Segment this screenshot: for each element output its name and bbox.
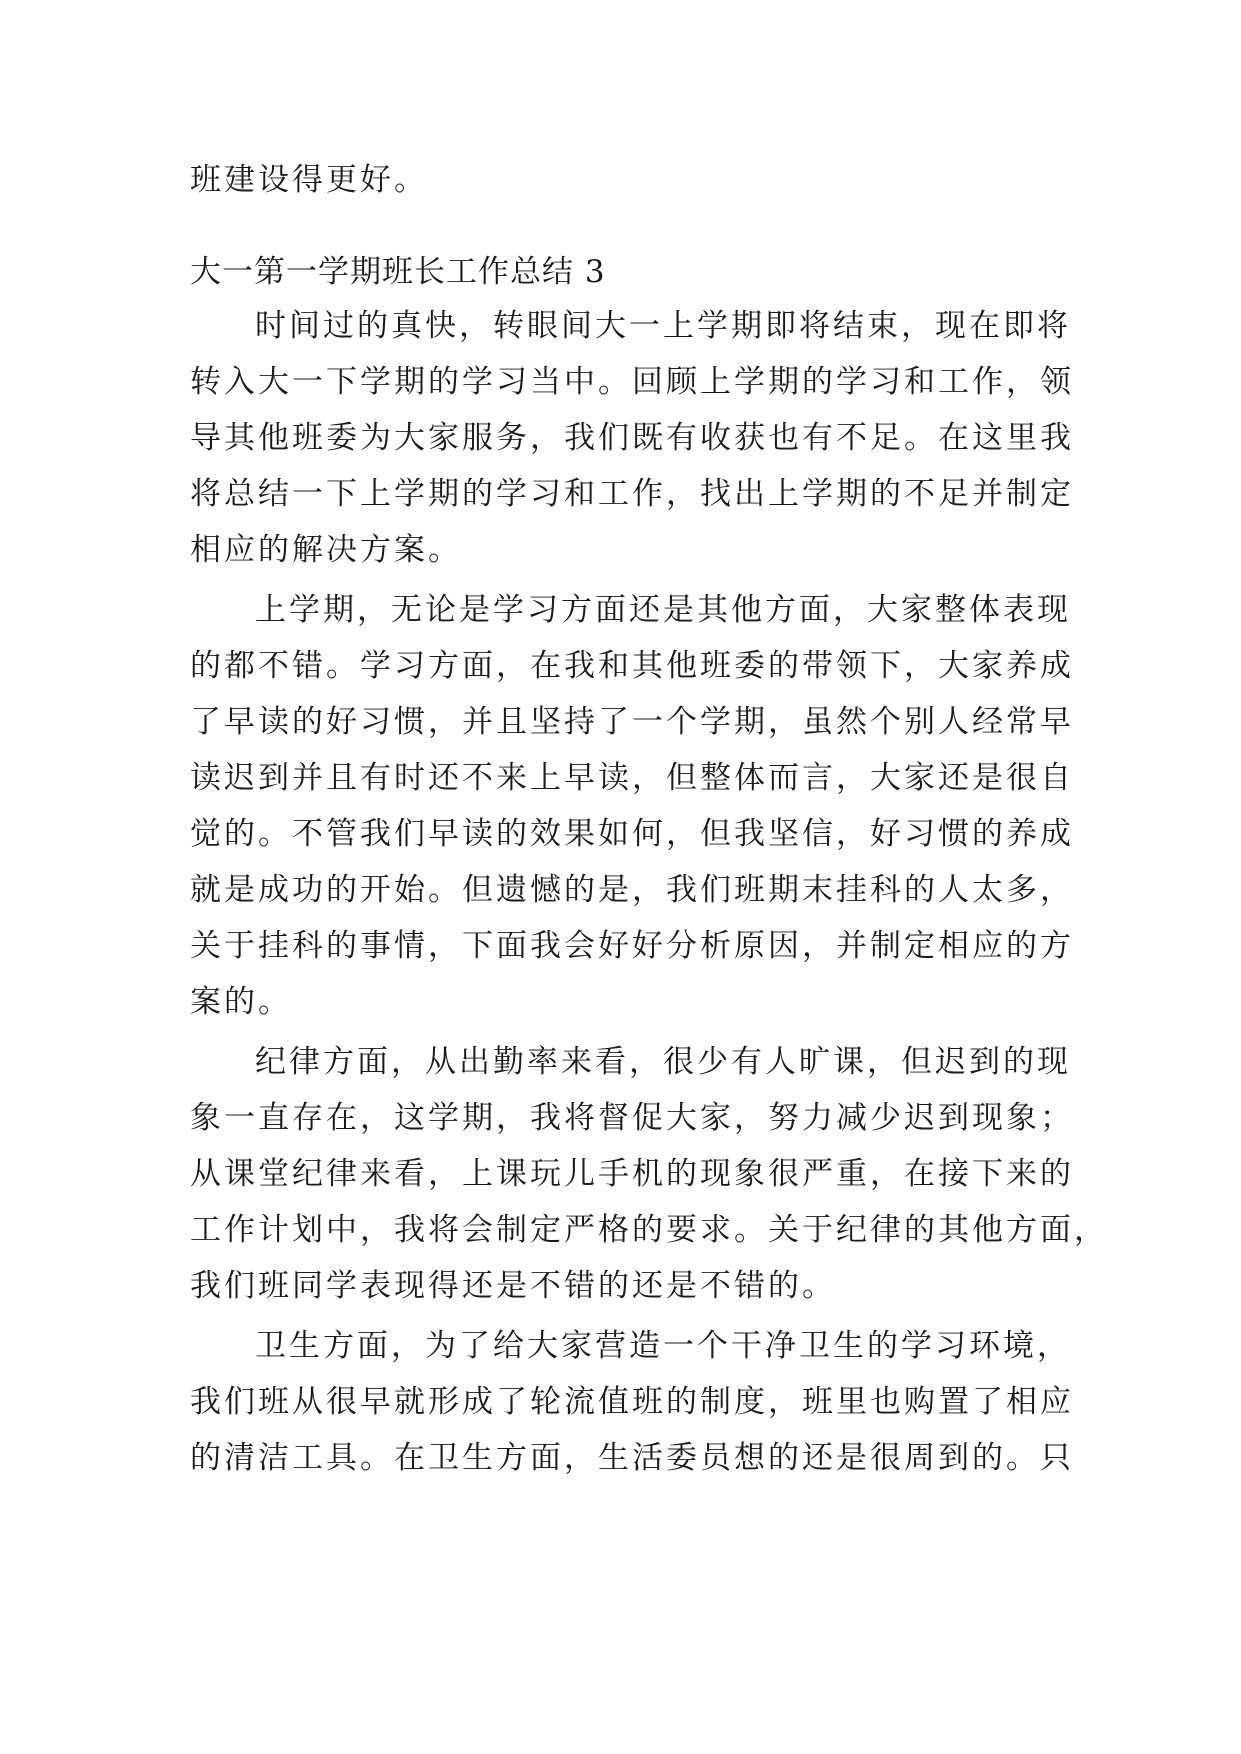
paragraph-line: 从课堂纪律来看，上课玩儿手机的现象很严重，在接下来的 xyxy=(190,1156,1074,1192)
paragraph-line: 工作计划中，我将会制定严格的要求。关于纪律的其他方面， xyxy=(190,1212,1108,1248)
paragraph-line: 卫生方面，为了给大家营造一个干净卫生的学习环境， xyxy=(255,1328,1071,1364)
paragraph-line: 将总结一下上学期的学习和工作，找出上学期的不足并制定 xyxy=(190,476,1074,512)
paragraph-line: 转入大一下学期的学习当中。回顾上学期的学习和工作，领 xyxy=(190,364,1074,400)
paragraph-line: 上学期，无论是学习方面还是其他方面，大家整体表现 xyxy=(255,592,1071,628)
paragraph-line: 纪律方面，从出勤率来看，很少有人旷课，但迟到的现 xyxy=(255,1044,1071,1080)
paragraph-line: 关于挂科的事情，下面我会好好分析原因，并制定相应的方 xyxy=(190,928,1074,964)
paragraph-line: 的都不错。学习方面，在我和其他班委的带领下，大家养成 xyxy=(190,648,1074,684)
paragraph-line: 案的。 xyxy=(190,984,292,1020)
paragraph-line: 就是成功的开始。但遗憾的是，我们班期末挂科的人太多， xyxy=(190,872,1074,908)
paragraph-line: 读迟到并且有时还不来上早读，但整体而言，大家还是很自 xyxy=(190,760,1074,796)
paragraph-line: 觉的。不管我们早读的效果如何，但我坚信，好习惯的养成 xyxy=(190,816,1074,852)
section-title: 大一第一学期班长工作总结 3 xyxy=(190,254,606,290)
paragraph-line: 象一直存在，这学期，我将督促大家，努力减少迟到现象； xyxy=(190,1100,1074,1136)
paragraph-line: 导其他班委为大家服务，我们既有收获也有不足。在这里我 xyxy=(190,420,1074,456)
paragraph-line: 了早读的好习惯，并且坚持了一个学期，虽然个别人经常早 xyxy=(190,704,1074,740)
paragraph-line: 时间过的真快，转眼间大一上学期即将结束，现在即将 xyxy=(255,308,1071,344)
paragraph-line: 的清洁工具。在卫生方面，生活委员想的还是很周到的。只 xyxy=(190,1440,1074,1476)
paragraph-line: 我们班从很早就形成了轮流值班的制度，班里也购置了相应 xyxy=(190,1384,1074,1420)
paragraph-line: 相应的解决方案。 xyxy=(190,532,462,568)
paragraph-line: 我们班同学表现得还是不错的还是不错的。 xyxy=(190,1268,836,1304)
paragraph-line: 班建设得更好。 xyxy=(190,162,428,198)
